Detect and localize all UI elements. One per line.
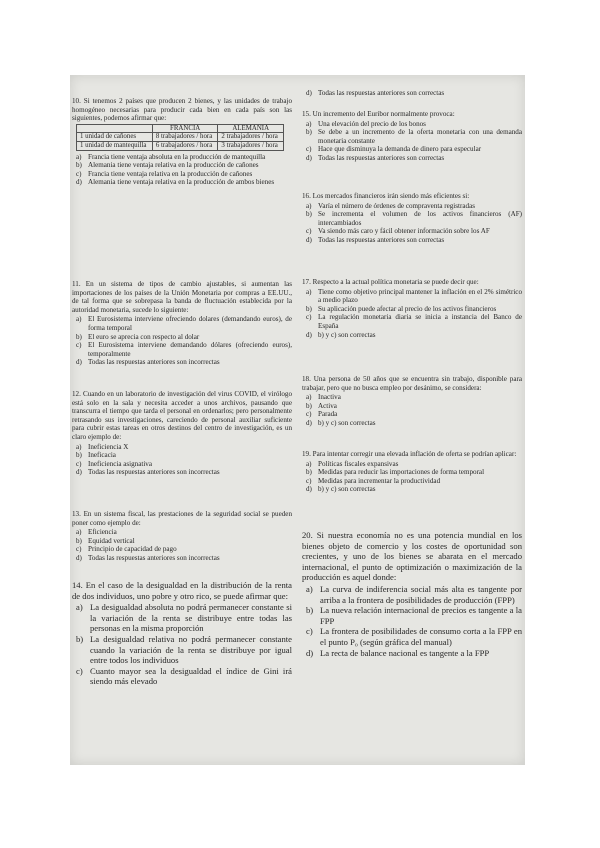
option-letter: d) (306, 235, 312, 244)
table-header-cell (77, 124, 153, 133)
option-letter: d) (76, 468, 82, 477)
option-letter: c) (76, 169, 82, 178)
question-14-continued (302, 89, 522, 98)
answer-options (302, 460, 522, 494)
option-text: Eficiencia (88, 528, 117, 537)
option-letter: a) (76, 602, 83, 613)
option-text: Ineficiencia asignativa (88, 459, 153, 468)
option-text: La curva de indiferencia social más alta es tangente por arriba a la frontera de posibilidades de producción (FPP) (320, 583, 522, 605)
answer-option (72, 528, 292, 537)
question-text: 17. Respecto a la actual política monetaria se puede decir que: (302, 278, 479, 286)
answer-option (302, 145, 522, 154)
option-letter: c) (76, 459, 82, 468)
option-letter: b) (76, 536, 82, 545)
option-letter: c) (306, 410, 312, 419)
question-16 (302, 192, 522, 245)
answer-options (72, 602, 292, 687)
question-text: 19. Para intentar corregir una elevada inflación de oferta se podrían aplicar: (302, 450, 517, 458)
answer-options (302, 89, 522, 98)
option-letter: b) (76, 161, 82, 170)
option-letter: c) (306, 626, 313, 637)
question-text: 10. Si tenemos 2 países que producen 2 bienes, y las unidades de trabajo homogéneo necesarias para producir cada bien en cada país son las siguientes, podemos afirmar que: (72, 97, 292, 123)
answer-option (72, 333, 292, 342)
question-14 (72, 580, 292, 687)
option-text: Medidas para reducir las importaciones de forma temporal (318, 468, 485, 477)
question-text: 13. En un sistema fiscal, las prestaciones de la seguridad social se pueden poner como ejemplo de: (72, 510, 292, 527)
option-text: Va siendo más caro y fácil obtener información sobre los AF (318, 227, 490, 236)
option-letter: b) (306, 605, 314, 616)
option-text: Su aplicación puede afectar al precio de los activos financieros (318, 304, 497, 313)
answer-option (302, 313, 522, 330)
option-text: Activa (318, 401, 337, 410)
option-letter: d) (76, 553, 82, 562)
option-text: La recta de balance nacional es tangente a la FPP (320, 647, 490, 658)
answer-option (302, 584, 522, 605)
answer-option (72, 315, 292, 332)
option-letter: b) (306, 210, 312, 219)
option-text: Principio de capacidad de pago (88, 545, 177, 554)
option-letter: c) (76, 545, 82, 554)
option-letter: a) (306, 459, 312, 468)
option-letter: a) (76, 528, 82, 537)
answer-options (72, 315, 292, 367)
option-text: Francia tiene ventaja relativa en la producción de cañones (88, 169, 253, 178)
option-text: Una elevación del precio de los bonos (318, 119, 426, 128)
answer-option (72, 161, 292, 170)
table-header-row (77, 124, 284, 133)
option-letter: b) (76, 451, 82, 460)
option-text: La regulación monetaria diaria se inicia a instancia del Banco de España (318, 313, 522, 330)
option-letter: a) (76, 152, 82, 161)
table-row (77, 141, 284, 150)
answer-option (302, 210, 522, 227)
exam-sheet (70, 75, 525, 765)
option-text: Políticas fiscales expansivas (318, 459, 399, 468)
answer-option (72, 666, 292, 687)
option-letter: a) (306, 119, 312, 128)
answer-option (302, 485, 522, 494)
answer-option (72, 537, 292, 546)
option-text: Todas las respuestas anteriores son correctas (318, 153, 445, 162)
option-letter: c) (306, 145, 312, 154)
answer-option (302, 120, 522, 129)
option-letter: c) (306, 313, 312, 322)
option-letter: d) (306, 485, 312, 494)
question-17 (302, 278, 522, 339)
option-letter: a) (76, 442, 82, 451)
option-text: Inactiva (318, 393, 341, 402)
option-text: Todas las respuestas anteriores son incorrectas (88, 358, 220, 367)
answer-option (302, 331, 522, 340)
option-letter: d) (76, 358, 82, 367)
question-18 (302, 375, 522, 428)
question-15 (302, 110, 522, 163)
question-text: 18. Una persona de 50 años que se encuentra sin trabajo, disponible para trabajar, pero que no busca empleo por desánimo, se considera: (302, 375, 522, 392)
answer-option (72, 443, 292, 452)
table-cell: 1 unidad de mantequilla (77, 141, 153, 150)
option-text: b) y c) son correctas (318, 485, 376, 494)
answer-option (72, 358, 292, 367)
table-cell: 1 unidad de cañones (77, 133, 153, 142)
answer-option (302, 305, 522, 314)
answer-option (302, 605, 522, 626)
option-text: Todas las respuestas anteriores son correctas (318, 235, 445, 244)
answer-option (72, 634, 292, 666)
answer-option (302, 154, 522, 163)
option-letter: b) (76, 332, 82, 341)
answer-option (302, 477, 522, 486)
option-letter: b) (306, 468, 312, 477)
option-letter: d) (306, 89, 312, 97)
answer-option (302, 468, 522, 477)
answer-option (302, 236, 522, 245)
answer-option (72, 468, 292, 477)
option-text: Todas las respuestas anteriores son incorrectas (88, 553, 220, 562)
option-text: Parada (318, 410, 338, 419)
answer-option (302, 89, 522, 98)
question-19 (302, 450, 522, 494)
option-letter: a) (76, 315, 82, 324)
option-letter: a) (306, 287, 312, 296)
option-text: Alemania tiene ventaja relativa en la producción de cañones (88, 161, 259, 170)
option-letter: b) (76, 633, 84, 644)
option-text: Ineficacia (88, 451, 116, 460)
option-letter: a) (306, 583, 313, 594)
answer-option (72, 602, 292, 634)
table-cell: 2 trabajadores / hora (218, 133, 284, 142)
answer-option (302, 227, 522, 236)
answer-option (302, 393, 522, 402)
option-text: La desigualdad relativa no podrá permanecer constante cuando la variación de la renta se distribuye por igual entre todos los individuos (90, 633, 292, 666)
question-text: 16. Los mercados financieros irán siendo más eficientes si: (302, 192, 470, 200)
table-cell: 6 trabajadores / hora (152, 141, 218, 150)
answer-option (72, 153, 292, 162)
option-text: Se debe a un incremento de la oferta monetaria con una demanda monetaria constante (318, 128, 522, 145)
table-row (77, 133, 284, 142)
option-letter: d) (306, 153, 312, 162)
answer-options (302, 393, 522, 427)
option-text: Todas las respuestas anteriores son correctas (318, 89, 445, 97)
answer-option (302, 402, 522, 411)
option-letter: a) (306, 201, 312, 210)
table-header-cell: FRANCIA (152, 124, 218, 133)
answer-option (72, 554, 292, 563)
answer-option (302, 626, 522, 647)
option-text: La nueva relación internacional de precios es tangente a la FPP (320, 605, 522, 626)
option-text: Varía el número de órdenes de compraventa registradas (318, 201, 475, 210)
option-letter: b) (306, 128, 312, 137)
question-text: 14. En el caso de la desigualdad en la distribución de la renta de dos individuos, uno pobre y otro rico, se puede afirmar que: (72, 580, 292, 601)
production-table (76, 124, 284, 151)
option-text: Tiene como objetivo principal mantener la inflación en el 2% simétrico a medio plazo (318, 287, 522, 305)
option-text: Todas las respuestas anteriores son incorrectas (88, 468, 220, 477)
answer-option (72, 460, 292, 469)
question-11 (72, 280, 292, 367)
option-letter: c) (76, 665, 83, 676)
answer-option (72, 545, 292, 554)
answer-option (72, 170, 292, 179)
answer-options (72, 528, 292, 562)
option-text: La frontera de posibilidades de consumo corta a la FPP en el punto P₀ (según gráfica del manual) (320, 626, 522, 647)
option-text: Alemania tiene ventaja relativa en la producción de ambos bienes (88, 178, 275, 187)
option-letter: a) (306, 393, 312, 402)
option-text: Medidas para incrementar la productividad (318, 476, 441, 485)
question-13 (72, 510, 292, 563)
answer-option (302, 419, 522, 428)
answer-option (302, 648, 522, 659)
option-letter: c) (306, 227, 312, 236)
option-text: Equidad vertical (88, 536, 135, 545)
question-text: 11. En un sistema de tipos de cambio ajustables, si aumentan las importaciones de los países de la Unión Monetaria por compras a EE.UU., de tal forma que se sobrepasa la banda de fluctuación establecida por la autoridad monetaria, sucede lo siguiente: (72, 280, 292, 314)
answer-option (302, 460, 522, 469)
option-text: Ineficiencia X (88, 442, 129, 451)
question-10 (72, 97, 292, 187)
option-letter: d) (306, 647, 314, 658)
answer-options (302, 120, 522, 163)
option-text: La desigualdad absoluta no podrá permanecer constante si la variación de la renta se distribuye entre todas las personas en la misma proporción (90, 602, 292, 634)
answer-options (302, 288, 522, 340)
question-text: 20. Si nuestra economía no es una potencia mundial en los bienes objeto de comercio y los costes de oportunidad son crecientes, y uno de los bienes se abarata en el mercado internacional, el punto de optimización o maximización de la producción es aquel donde: (302, 530, 522, 583)
answer-options (72, 153, 292, 187)
option-letter: d) (306, 418, 312, 427)
option-letter: d) (76, 178, 82, 187)
option-text: El Eurosistema interviene ofreciendo dolares (demandando euros), de forma temporal (88, 315, 292, 332)
option-text: Francia tiene ventaja absoluta en la producción de mantequilla (88, 152, 266, 161)
option-text: El Eurosistema interviene demandando dólares (ofreciendo euros), temporalmente (88, 341, 292, 358)
option-text: b) y c) son correctas (318, 418, 376, 427)
question-text: 12. Cuando en un laboratorio de investigación del virus COVID, el virólogo está solo en la sala y necesita acceder a unos archivos, pausando que transcurra el tiempo que tarda el personal en ordenarlos; pero personalmente retrasando sus investigaciones, careciendo de personal auxiliar suficiente para cubrir estas tareas en otros destinos del centro de investigación, es un claro ejemplo de: (72, 390, 292, 441)
answer-options (302, 202, 522, 245)
option-letter: b) (306, 401, 312, 410)
answer-option (302, 410, 522, 419)
question-text: 15. Un incremento del Euribor normalmente provoca: (302, 110, 455, 118)
answer-option (302, 288, 522, 305)
option-letter: c) (306, 476, 312, 485)
question-12 (72, 390, 292, 477)
table-cell: 8 trabajadores / hora (152, 133, 218, 142)
option-text: Se incrementa el volumen de los activos financieros (AF) intercambiados (318, 210, 522, 227)
option-text: Hace que disminuya la demanda de dinero para especular (318, 145, 482, 154)
answer-option (302, 202, 522, 211)
option-text: El euro se aprecia con respecto al dolar (88, 332, 200, 341)
answer-options (72, 443, 292, 477)
option-letter: d) (306, 330, 312, 339)
answer-option (72, 451, 292, 460)
option-letter: b) (306, 304, 312, 313)
option-text: Cuanto mayor sea la desigualdad el índice de Gini irá siendo más elevado (90, 665, 292, 687)
table-cell: 3 trabajadores / hora (218, 141, 284, 150)
question-20 (302, 530, 522, 658)
answer-option (302, 128, 522, 145)
option-text: b) y c) son correctas (318, 330, 376, 339)
table-header-cell: ALEMANIA (218, 124, 284, 133)
option-letter: c) (76, 341, 82, 350)
answer-options (302, 584, 522, 658)
answer-option (72, 341, 292, 358)
answer-option (72, 178, 292, 187)
